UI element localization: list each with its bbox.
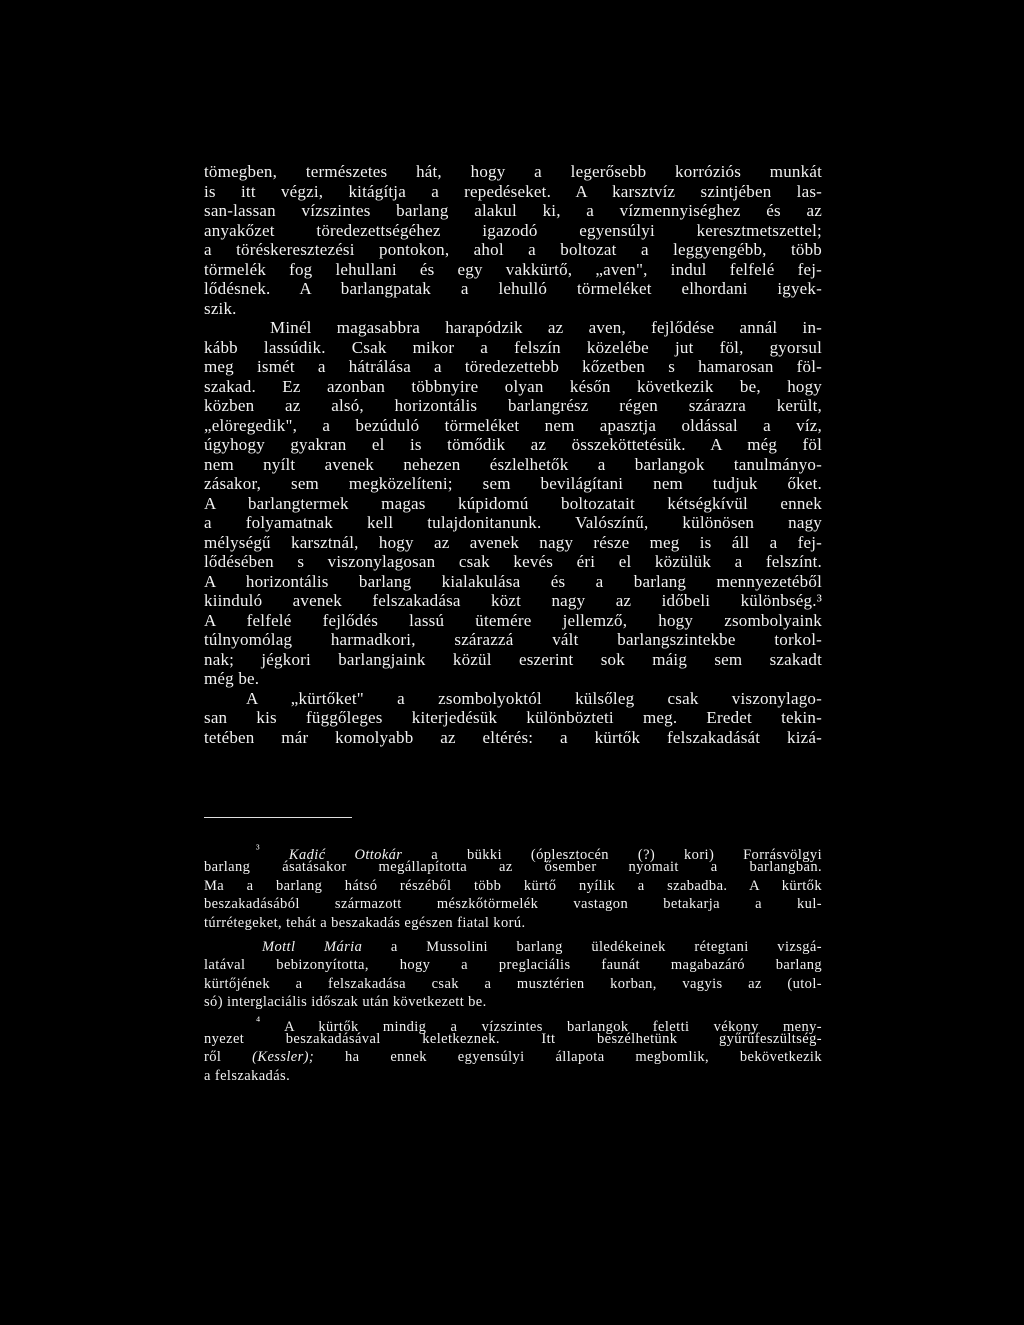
body-line: túlnyomólag harmadkori, szárazzá vált barlangszintekbe torkol- — [204, 630, 822, 649]
body-line: is itt végzi, kitágítja a repedéseket. A karsztvíz szintjében las- — [204, 181, 822, 201]
footnote-mottl-line: latával bebizonyította, hogy a preglaciális faunát magabazáró barlang — [204, 957, 822, 974]
footnote-divider — [204, 817, 352, 818]
footnote-3-line: $^{^3}$ Kadić Ottokár a bükki (óplesztocén (?) kori) Forrásvölgyi — [256, 842, 822, 863]
footnote-mottl-line: Mottl Mária a Mussolini barlang üledékeinek rétegtani vizsgá- — [262, 938, 822, 955]
body-line: san-lassan vízszintes barlang alakul ki, a vízmennyiséghez és az — [204, 201, 822, 220]
body-line: úgyhogy gyakran el is tömődik az összeköttetésük. A még föl — [204, 435, 822, 454]
body-line: kább lassúdik. Csak mikor a felszín közelébe jut föl, gyorsul — [204, 337, 822, 357]
body-line: A felfelé fejlődés lassú ütemére jellemző, hogy zsombolyaink — [204, 610, 822, 630]
body-line: A horizontális barlang kialakulása és a barlang mennyezetéből — [204, 571, 822, 591]
body-line: mélységű karsztnál, hogy az avenek nagy része meg is áll a fej- — [204, 532, 822, 552]
footnote-3-line: beszakadásából származott mészkőtörmelék vastagon betakarja a kul- — [204, 896, 822, 913]
footnote-3-line: barlang ásatásakor megállapította az ősember nyomait a barlangban. — [204, 859, 822, 876]
body-text — [204, 162, 822, 747]
body-line: meg ismét a hátrálása a töredezettebb kőzetben s hamarosan föl- — [204, 357, 822, 376]
body-line: még be. — [204, 669, 260, 688]
body-line: szakad. Ez azonban többnyire olyan későn következik be, hogy — [204, 376, 822, 396]
body-line: szik. — [204, 298, 237, 318]
body-line: nem nyílt avenek nehezen észlelhetők a barlangok tanulmányo- — [204, 454, 822, 474]
footnote-mottl-line: kürtőjének a felszakadása csak a musztérien korban, vagyis az (utol- — [204, 975, 822, 992]
body-line: tömegben, természetes hát, hogy a legerősebb korróziós munkát — [204, 162, 822, 181]
body-line: A „kürtőket" a zsombolyoktól külsőleg csak viszonylago- — [246, 688, 822, 708]
body-line: „elöregedik", a bezúduló törmeléket nem apasztja oldással a víz, — [204, 415, 822, 435]
book-page — [204, 162, 822, 1085]
body-line: lődésnek. A barlangpatak a lehulló törmeléket elhordani igyek- — [204, 279, 822, 298]
footnote-4-line: ről (Kessler); ha ennek egyensúlyi állapota megbomlik, bekövetkezik — [204, 1049, 822, 1066]
body-line: A barlangtermek magas kúpidomú boltozatait kétségkívül ennek — [204, 493, 822, 513]
body-line: törmelék fog lehullani és egy vakkürtő, „aven", indul felfelé fej- — [204, 259, 822, 279]
footnote-3-author: Kadić Ottokár — [288, 846, 403, 863]
footnote-3-line: Ma a barlang hátsó részéből több kürtő nyílik a szabadba. A kürtők — [204, 877, 822, 894]
body-line: a folyamatnak kell tulajdonitanunk. Valószínű, különösen nagy — [204, 513, 822, 532]
body-line: san kis függőleges kiterjedésük különbözteti meg. Eredet tekin- — [204, 708, 822, 727]
body-line: lődésében s viszonylagosan csak kevés éri el közülük a felszínt. — [204, 552, 822, 571]
footnote-4-line: nyezet beszakadásával keletkeznek. Itt beszélhetünk gyűrűfeszültség- — [204, 1030, 822, 1047]
body-line: közben az alsó, horizontális barlangrész régen szárazra került, — [204, 396, 822, 415]
body-line: anyakőzet töredezettségéhez igazodó egyensúlyi keresztmetszettel; — [204, 220, 822, 240]
body-line: nak; jégkori barlangjaink közül eszerint sok máig sem szakadt — [204, 649, 822, 669]
body-line: tetében már komolyabb az eltérés: a kürtők felszakadását kizá- — [204, 727, 822, 747]
footnote-4-line: $^{^4}$ A kürtők mindig a vízszintes barlangok feletti vékony meny- — [256, 1013, 822, 1035]
body-line: kiinduló avenek felszakadása közt nagy az időbeli különbség.³ — [204, 591, 822, 610]
footnote-4-line: a felszakadás. — [204, 1067, 291, 1084]
body-line: zásakor, sem megközelíteni; sem bevilágítani nem tudjuk őket. — [204, 474, 822, 493]
footnote-mottl-author: Mottl Mária — [262, 938, 363, 955]
body-line: a töréskeresztezési pontokon, ahol a boltozat a leggyengébb, több — [204, 240, 822, 259]
footnote-mottl-line: só) interglaciális időszak után következett be. — [204, 994, 487, 1011]
body-line: Minél magasabbra harapódzik az aven, fejlődése annál in- — [270, 318, 822, 337]
footnotes — [204, 840, 822, 1085]
footnote-3-line: túrrétegeket, tehát a beszakadás egészen fiatal korú. — [204, 914, 526, 931]
